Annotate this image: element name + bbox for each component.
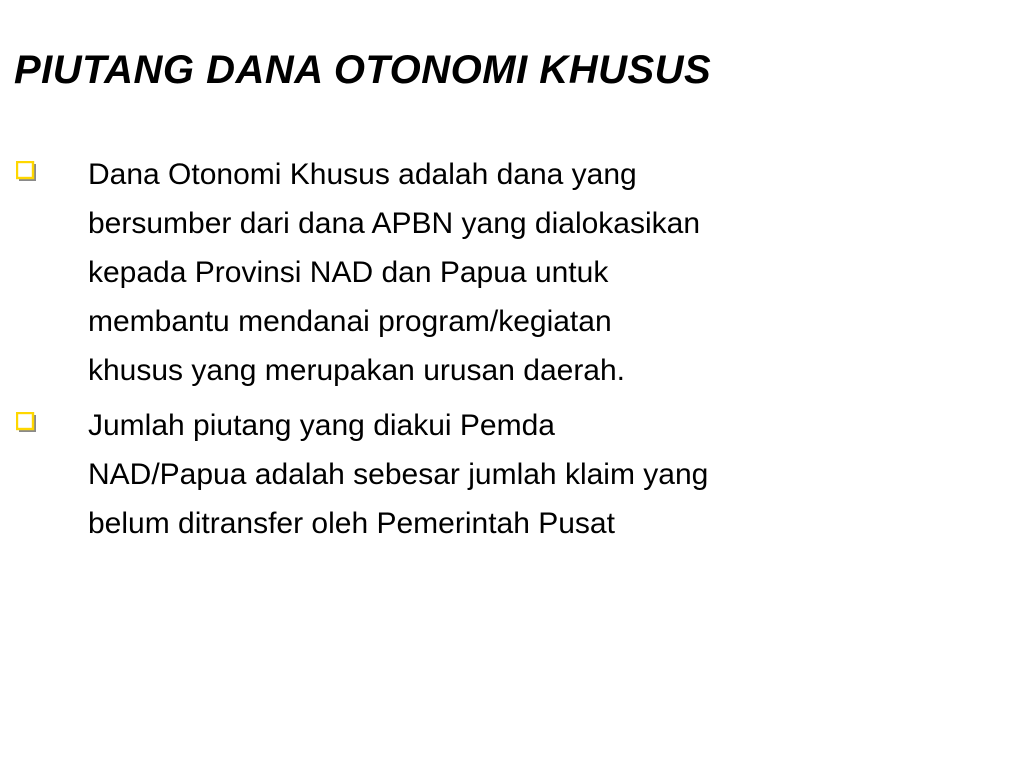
bullet-line: bersumber dari dana APBN yang dialokasikan bbox=[88, 207, 701, 240]
bullet-item-1 bbox=[10, 150, 1000, 395]
bullet-line: kepada Provinsi NAD dan Papua untuk bbox=[88, 256, 609, 289]
square-bullet-icon bbox=[16, 161, 38, 183]
slide-title: PIUTANG DANA OTONOMI KHUSUS bbox=[14, 48, 712, 92]
square-bullet-icon bbox=[16, 412, 38, 434]
bullet-list bbox=[10, 150, 1000, 554]
bullet-line: Dana Otonomi Khusus adalah dana yang bbox=[88, 158, 637, 191]
bullet-line: belum ditransfer oleh Pemerintah Pusat bbox=[88, 507, 615, 540]
bullet-line: NAD/Papua adalah sebesar jumlah klaim yang bbox=[88, 458, 709, 491]
bullet-line: Jumlah piutang yang diakui Pemda bbox=[88, 409, 555, 442]
bullet-line: khusus yang merupakan urusan daerah. bbox=[88, 354, 626, 387]
bullet-item-2 bbox=[10, 401, 1000, 548]
bullet-line: membantu mendanai program/kegiatan bbox=[88, 305, 612, 338]
